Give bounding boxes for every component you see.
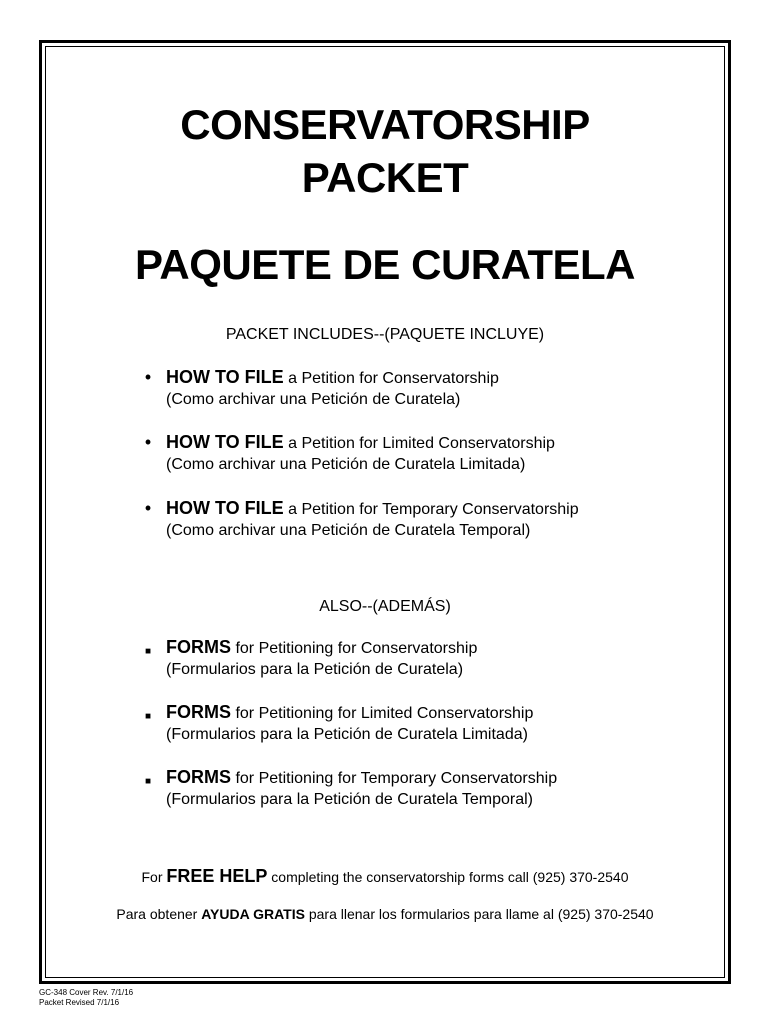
help-spanish-prefix: Para obtener (116, 906, 198, 922)
how-to-file-item-1 (144, 367, 499, 410)
title-spanish: PAQUETE DE CURATELA (135, 241, 635, 288)
title-line-2: PACKET (301, 154, 469, 201)
item-lead: FORMS (166, 767, 231, 787)
forms-item-2 (144, 702, 534, 745)
item-lead: FORMS (166, 702, 231, 722)
help-spanish-suffix: para llenar los formularios para llame al (925) 370-2540 (308, 906, 654, 922)
bullet-square-icon: ■ (144, 646, 152, 657)
item-translation: (Formularios para la Petición de Curatela Limitada) (166, 726, 528, 743)
includes-heading: PACKET INCLUDES--(PAQUETE INCLUYE) (225, 326, 545, 343)
how-to-file-item-2 (144, 432, 555, 475)
help-english (0, 866, 770, 887)
item-lead: FORMS (166, 637, 231, 657)
bullet-square-icon: ■ (144, 776, 152, 787)
bullet-dot-icon: • (144, 432, 152, 452)
footer-revision: Packet Revised 7/1/16 (39, 998, 120, 1007)
help-english-suffix: completing the conservatorship forms call (925) 370-2540 (271, 869, 629, 885)
help-spanish-emphasis: AYUDA GRATIS (201, 906, 305, 922)
forms-item-1 (144, 637, 478, 680)
forms-item-3 (144, 767, 558, 810)
how-to-file-item-3 (144, 498, 579, 541)
item-translation: (Formularios para la Petición de Curatela) (166, 661, 464, 678)
help-english-emphasis: FREE HELP (166, 866, 268, 886)
bullet-square-icon: ■ (144, 711, 152, 722)
item-lead: HOW TO FILE (166, 432, 284, 452)
help-spanish (0, 906, 770, 922)
bullet-dot-icon: • (144, 498, 152, 518)
item-translation: (Como archivar una Petición de Curatela) (166, 391, 461, 408)
item-text: for Petitioning for Conservatorship (235, 640, 478, 657)
item-text: for Petitioning for Temporary Conservatorship (235, 770, 558, 787)
title-line-1: CONSERVATORSHIP (180, 101, 590, 148)
footer-form-number: GC-348 Cover Rev. 7/1/16 (39, 988, 134, 997)
bullet-dot-icon: • (144, 367, 152, 387)
help-english-prefix: For (141, 869, 163, 885)
item-lead: HOW TO FILE (166, 498, 284, 518)
item-translation: (Como archivar una Petición de Curatela Temporal) (166, 522, 531, 539)
item-text: a Petition for Temporary Conservatorship (288, 501, 579, 518)
item-text: a Petition for Limited Conservatorship (288, 435, 555, 452)
item-text: for Petitioning for Limited Conservatorship (235, 705, 534, 722)
item-lead: HOW TO FILE (166, 367, 284, 387)
item-text: a Petition for Conservatorship (288, 370, 499, 387)
item-translation: (Formularios para la Petición de Curatela Temporal) (166, 791, 533, 808)
also-heading: ALSO--(ADEMÁS) (319, 598, 451, 615)
item-translation: (Como archivar una Petición de Curatela Limitada) (166, 456, 526, 473)
